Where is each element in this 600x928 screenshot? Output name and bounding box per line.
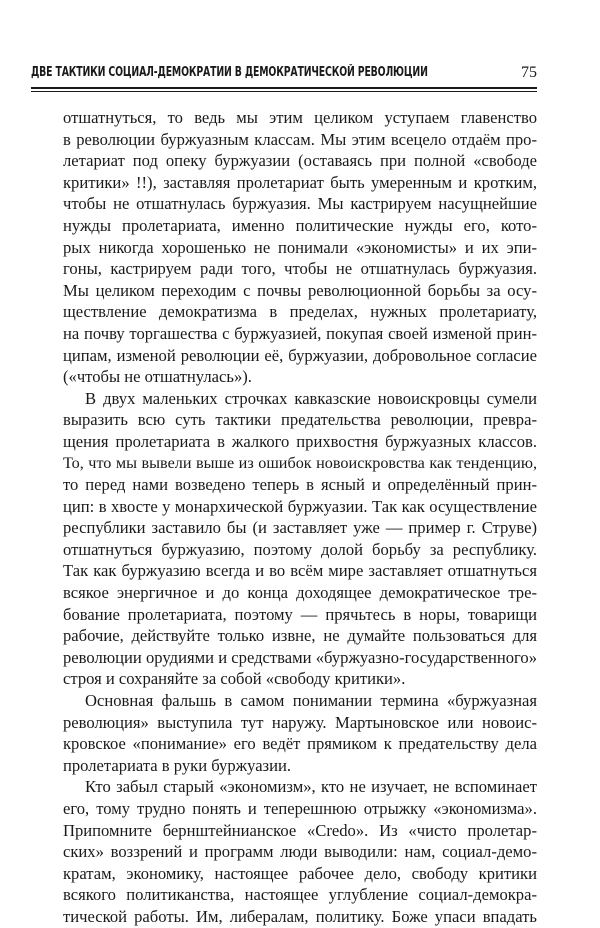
- text-line: всякого политиканства, настоящее углубление социал-демокра-: [63, 885, 537, 905]
- text-line: критики» !!), заставляя пролетариат быть умеренным и кротким,: [63, 172, 537, 192]
- text-line: Кто забыл старый «экономизм», кто не изучает, не вспоминает: [85, 777, 537, 797]
- text-line: чтобы не отшатнулась буржуазия. Мы кастрируем насущнейшие: [63, 194, 537, 214]
- text-line: ских» воззрений и программ люди выводили: нам, социал-демо-: [63, 842, 537, 862]
- text-line: всякое энергичное и до конца доходящее демократическое тре-: [63, 583, 537, 603]
- text-line: кратам, экономику, настоящее рабочее дело, свободу критики: [63, 863, 537, 883]
- text-line: цип: в хвосте у монархической буржуазии. Так как осуществление: [63, 496, 537, 516]
- text-line: то перед нами возведено теперь в ясный и определённый прин-: [63, 475, 537, 495]
- text-line: пролетариата в руки буржуазии.: [63, 755, 292, 775]
- text-line: Мы целиком переходим с почвы революционной борьбы за осу-: [63, 280, 537, 300]
- text-line: в революции буржуазным классам. Мы этим всецело отдаём про-: [63, 129, 537, 149]
- body-text: [63, 107, 537, 928]
- text-line: щения пролетариата в жалкого прихвостня буржуазных классов.: [63, 431, 537, 451]
- running-header: [31, 62, 537, 86]
- paragraph: [63, 690, 537, 776]
- header-rule-thin: [31, 91, 537, 92]
- text-line: ципам, изменой революции её, буржуазии, добровольное согласие: [63, 345, 537, 365]
- text-line: Припомните бернштейнианское «Credo». Из «чисто пролетар-: [63, 820, 537, 840]
- text-line: бование пролетариата, поэтому — прячьтесь в норы, товарищи: [63, 604, 537, 624]
- page-number: 75: [521, 64, 537, 81]
- text-line: революции орудиями и средствами «буржуазно-государственного»: [63, 647, 537, 667]
- text-line: рабочие, действуйте только извне, не думайте пользоваться для: [63, 626, 537, 646]
- text-line: кровское «понимание» его ведёт прямиком к предательству дела: [63, 734, 537, 754]
- text-line: ществление демократизма в пределах, нужных пролетариату,: [63, 302, 537, 322]
- text-line: отшатнуться буржуазию, поэтому долой борьбу за республику.: [63, 539, 537, 559]
- header-rule-thick: [31, 87, 537, 89]
- text-line: рых никогда хорошенько не понимали «экономисты» и их эпи-: [63, 237, 537, 257]
- text-line: тической работы. Им, либералам, политику. Боже упаси впадать: [63, 906, 537, 926]
- text-line: на почву торгашества с буржуазией, покупая своей изменой прин-: [63, 323, 537, 343]
- text-line: выразить всю суть тактики предательства революции, превра-: [63, 410, 537, 430]
- text-line: гоны, кастрируем ради того, чтобы не отшатнулась буржуазия.: [63, 259, 537, 279]
- text-line: Основная фальшь в самом понимании термина «буржуазная: [85, 691, 537, 711]
- text-line: республики заставило бы (и заставляет уже — пример г. Струве): [63, 518, 537, 538]
- text-line: То, что мы вывели выше из ошибок новоискровства как тенденцию,: [63, 453, 537, 472]
- running-header-title: ДВЕ ТАКТИКИ СОЦИАЛ-ДЕМОКРАТИИ В ДЕМОКРАТИЧЕСКОЙ РЕВОЛЮЦИИ: [31, 65, 428, 80]
- text-line: его, тому трудно понять и теперешнюю отрыжку «экономизма».: [63, 799, 537, 818]
- text-line: отшатнуться, то ведь мы этим целиком уступаем главенство: [63, 108, 537, 127]
- text-line: («чтобы не отшатнулась»).: [63, 367, 252, 387]
- paragraph: [63, 388, 537, 690]
- text-line: строя и сохраняйте за собой «свободу критики».: [63, 669, 406, 689]
- paragraph: [63, 107, 537, 388]
- text-line: нужды пролетариата, именно политические нужды его, кото-: [63, 215, 537, 235]
- text-line: В двух маленьких строчках кавказские новоискровцы сумели: [85, 388, 537, 408]
- text-line: Так как буржуазию всегда и во всём мире заставляет отшатнуться: [63, 561, 537, 581]
- text-line: революция» выступила тут наружу. Мартыновское или новоис-: [63, 712, 537, 732]
- text-line: летариат под опеку буржуазии (оставаясь при полной «свободе: [63, 151, 537, 171]
- paragraph: [63, 776, 537, 927]
